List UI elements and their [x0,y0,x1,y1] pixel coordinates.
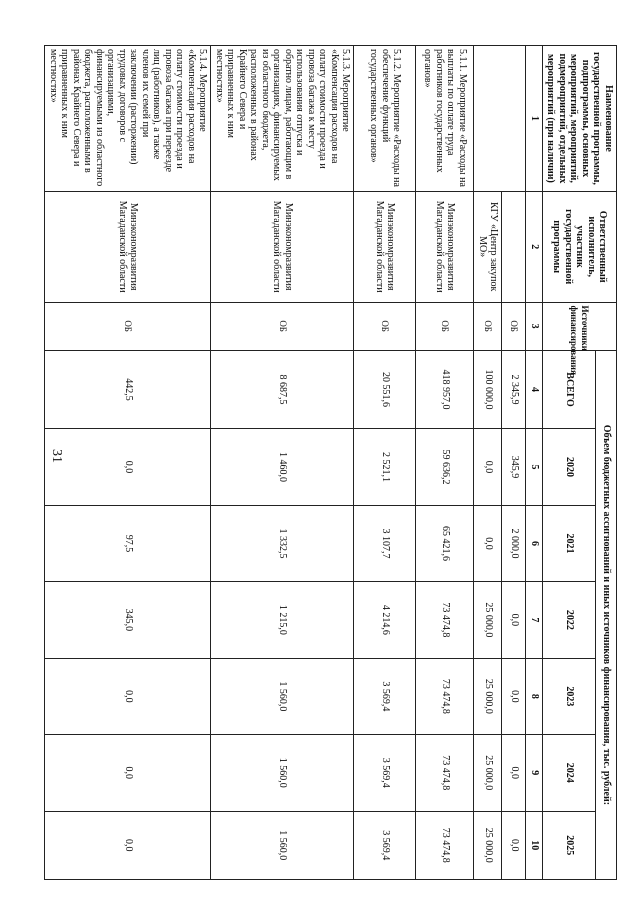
row-source: ОБ [502,302,526,350]
cell-value: 100 000,0 [474,350,502,428]
row-name [474,46,526,192]
cell-value: 1 560,0 [211,811,354,879]
cell-value: 345,9 [502,429,526,505]
cell-value: 73 474,8 [416,582,474,658]
header-name: Наименование государственной программы, подпрограммы, основных мероприятий, мероприятий, подмероприятий, отдельных мероприятий (при наличии) [543,46,617,192]
col-number: 6 [526,505,543,581]
cell-value: 3 569,4 [354,735,416,811]
row-name: 5.1.2. Мероприятие «Расходы на обеспечение функций государственных органов» [354,46,416,192]
row-name: 5.1.4. Мероприятие «Компенсация расходов на оплату стоимости проезда и провоза багажа при переезде лиц (работников), а также членов их семей при заключении (расторжении) трудовых договоров с организациями, финансируемыми из областного бюджета, расположенными в районах Крайнего Севера и приравненных к ним местностях» [45,46,211,192]
cell-value: 65 421,6 [416,505,474,581]
row-source: ОБ [416,302,474,350]
cell-value: 1 560,0 [211,735,354,811]
header-year: ВСЕГО [543,350,596,428]
col-number: 10 [526,811,543,879]
cell-value: 0,0 [502,735,526,811]
row-executor: КГУ «Центр закупок МО» [474,191,502,302]
row-executor: Минэкономразвития Магаданской области [416,191,474,302]
cell-value: 73 474,8 [416,811,474,879]
cell-value: 0,0 [502,582,526,658]
row-source: ОБ [474,302,502,350]
budget-table-container [48,45,617,880]
table-row [354,46,416,880]
cell-value: 1 460,0 [211,429,354,505]
cell-value: 0,0 [45,735,211,811]
table-row [211,46,354,880]
cell-value: 2 521,1 [354,429,416,505]
cell-value: 3 569,4 [354,811,416,879]
header-funding-group: Объем бюджетных ассигнований и иных источников финансирования, тыс. рублей: [596,350,617,879]
cell-value: 2 345,9 [502,350,526,428]
table-row [502,46,526,880]
col-number: 8 [526,658,543,734]
cell-value: 0,0 [474,505,502,581]
header-year: 2020 [543,429,596,505]
cell-value: 20 551,6 [354,350,416,428]
budget-table [45,45,618,880]
cell-value: 25 000,0 [474,811,502,879]
col-number: 4 [526,350,543,428]
row-name: 5.1.1. Мероприятие «Расходы на выплаты по оплате труда работников государственных органов» [416,46,474,192]
cell-value: 0,0 [45,658,211,734]
cell-value: 2 000,0 [502,505,526,581]
cell-value: 0,0 [502,658,526,734]
cell-value: 25 000,0 [474,735,502,811]
cell-value: 418 957,0 [416,350,474,428]
row-source: ОБ [211,302,354,350]
cell-value: 0,0 [45,429,211,505]
cell-value: 73 474,8 [416,735,474,811]
col-number: 9 [526,735,543,811]
cell-value: 0,0 [474,429,502,505]
table-row [45,46,211,880]
cell-value: 0,0 [45,811,211,879]
row-executor [502,191,526,302]
cell-value: 1 215,0 [211,582,354,658]
col-number: 3 [526,302,543,350]
header-year: 2022 [543,582,596,658]
cell-value: 25 000,0 [474,582,502,658]
cell-value: 442,5 [45,350,211,428]
header-year: 2023 [543,658,596,734]
cell-value: 8 687,5 [211,350,354,428]
col-number: 5 [526,429,543,505]
row-executor: Минэкономразвития Магаданской области [354,191,416,302]
cell-value: 73 474,8 [416,658,474,734]
header-executor: Ответственный исполнитель, участник государственной программы [543,191,617,302]
header-year: 2024 [543,735,596,811]
cell-value: 97,5 [45,505,211,581]
cell-value: 1 560,0 [211,658,354,734]
cell-value: 3 107,7 [354,505,416,581]
cell-value: 0,0 [502,811,526,879]
row-source: ОБ [354,302,416,350]
page-number: 31 [49,449,64,463]
row-executor: Минэкономразвития Магаданской области [211,191,354,302]
header-source: Источники финансирования [543,302,617,350]
header-year: 2025 [543,811,596,879]
cell-value: 1 332,5 [211,505,354,581]
col-number: 1 [526,46,543,192]
row-executor: Минэкономразвития Магаданской области [45,191,211,302]
row-source: ОБ [45,302,211,350]
cell-value: 59 636,2 [416,429,474,505]
table-row [416,46,474,880]
col-number: 7 [526,582,543,658]
cell-value: 3 569,4 [354,658,416,734]
header-year: 2021 [543,505,596,581]
cell-value: 345,0 [45,582,211,658]
cell-value: 25 000,0 [474,658,502,734]
cell-value: 4 214,6 [354,582,416,658]
col-number: 2 [526,191,543,302]
row-name: 5.1.3. Мероприятие «Компенсация расходов на оплату стоимости проезда и провоза багажа к месту использования отпуска и обратно лицам, работающим в организациях, финансируемых из областного бюджета, расположенных в районах Крайнего Севера и приравненных к ним местностях» [211,46,354,192]
